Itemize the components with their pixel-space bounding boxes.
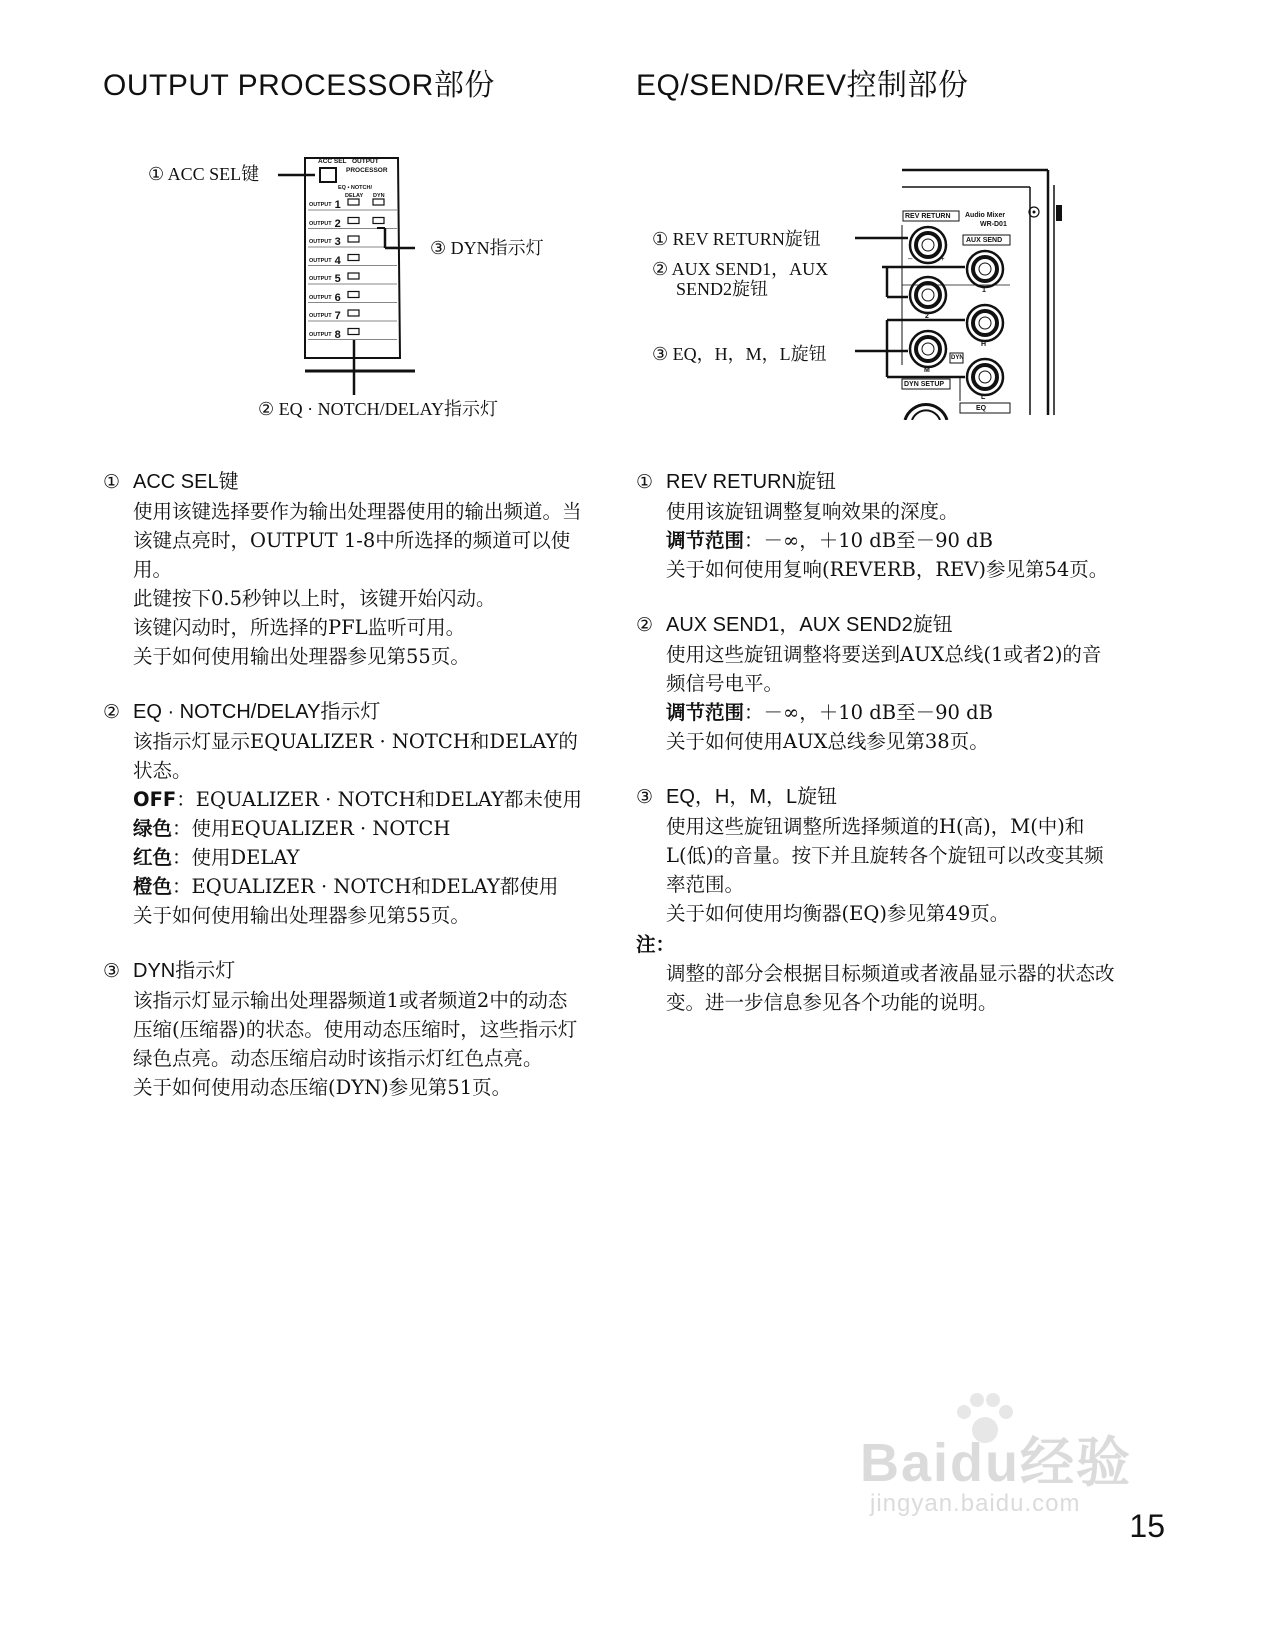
row-number: 3 — [331, 235, 341, 248]
eq-notch-delay-led — [348, 218, 359, 224]
item-line: 关于如何使用均衡器(EQ)参见第49页。 — [666, 902, 1010, 925]
callout-aux-send-2: SEND2旋钮 — [676, 279, 769, 299]
panel-minus-mark: – — [908, 254, 913, 263]
row-prefix: OUTPUT — [309, 294, 332, 301]
panel-model-label: WR-D01 — [980, 221, 1007, 228]
watermark-brand: Baidu经验 — [860, 1433, 1133, 1493]
item-line: 此键按下0.5秒钟以上时，该键开始闪动。 — [133, 587, 496, 610]
eq-h-knob — [967, 305, 1003, 341]
callout-rev-return: ① REV RETURN旋钮 — [652, 229, 821, 249]
panel-output-row-7 — [309, 307, 341, 322]
item-line: 关于如何使用AUX总线参见第38页。 — [666, 730, 989, 753]
left-item-eq-notch-delay — [103, 698, 583, 930]
row-number: 1 — [331, 198, 341, 211]
callout-aux-send: ② AUX SEND1，AUX — [652, 259, 829, 279]
item-number: ③ — [636, 786, 654, 808]
panel-output-row-2 — [309, 215, 341, 230]
state-label: OFF — [133, 788, 177, 811]
row-prefix: OUTPUT — [309, 331, 332, 338]
row-number: 2 — [331, 217, 341, 230]
state-text: ：EQUALIZER · NOTCH和DELAY都未使用 — [176, 788, 583, 811]
panel-knob-1-label: 1 — [982, 287, 986, 294]
item-line: 该指示灯显示EQUALIZER · NOTCH和DELAY的状态。 — [133, 730, 578, 782]
eq-send-rev-panel — [850, 165, 1065, 420]
eq-notch-delay-led — [348, 273, 359, 279]
note-text: 调整的部分会根据目标频道或者液晶显示器的状态改变。进一步信息参见各个功能的说明。 — [666, 962, 1115, 1014]
state-label: 橙色 — [133, 875, 173, 898]
item-line: 关于如何使用输出处理器参见第55页。 — [133, 904, 470, 927]
item-line: 使用该键选择要作为输出处理器使用的输出频道。当该键点亮时，OUTPUT 1-8中所选择的频道可以使用。 — [133, 500, 582, 581]
panel-dyn-setup-label: DYN SETUP — [904, 381, 945, 388]
eq-notch-delay-led — [348, 292, 359, 298]
range-row — [666, 698, 1116, 727]
item-line: 关于如何使用动态压缩(DYN)参见第51页。 — [133, 1076, 512, 1099]
left-item-dyn — [103, 957, 583, 1102]
item-line: 该指示灯显示输出处理器频道1或者频道2中的动态压缩(压缩器)的状态。使用动态压缩时，这些指示灯绿色点亮。动态压缩启动时该指示灯红色点亮。 — [133, 989, 578, 1070]
panel-output-label: OUTPUT — [352, 158, 379, 165]
state-text: ：EQUALIZER · NOTCH和DELAY都使用 — [172, 875, 559, 898]
item-line: 关于如何使用复响(REVERB，REV)参见第54页。 — [666, 558, 1109, 581]
eq-notch-delay-led — [348, 236, 359, 242]
row-prefix: OUTPUT — [309, 201, 332, 208]
item-line: 使用这些旋钮调整所选择频道的H(高)，M(中)和L(低)的音量。按下并且旋转各个旋钮可以改变其频率范围。 — [666, 815, 1104, 896]
panel-output-row-8 — [309, 326, 341, 341]
aux-send-2-knob — [910, 277, 946, 313]
row-number: 5 — [331, 272, 341, 285]
state-row — [133, 872, 583, 901]
row-number: 8 — [331, 328, 341, 341]
panel-output-row-6 — [309, 289, 341, 304]
item-heading: ACC SEL键 — [133, 471, 239, 493]
callout-eq-notch-delay: ② EQ · NOTCH/DELAY指示灯 — [258, 399, 498, 419]
row-number: 6 — [331, 291, 341, 304]
eq-notch-delay-led — [348, 255, 359, 261]
callout-acc-sel: ① ACC SEL键 — [148, 164, 260, 184]
item-number: ① — [636, 471, 654, 493]
baidu-watermark — [860, 1390, 1150, 1520]
panel-acc-sel-label: ACC SEL — [318, 158, 347, 165]
state-text: ：使用DELAY — [172, 846, 300, 869]
left-section-title: OUTPUT PROCESSOR部份 — [103, 69, 495, 102]
item-number: ③ — [103, 960, 121, 982]
item-number: ② — [636, 614, 654, 636]
item-heading: AUX SEND1，AUX SEND2旋钮 — [666, 614, 953, 636]
aux-send-1-knob — [967, 251, 1003, 287]
right-section-title: EQ/SEND/REV控制部份 — [636, 69, 969, 102]
row-prefix: OUTPUT — [309, 275, 332, 282]
item-heading: EQ · NOTCH/DELAY指示灯 — [133, 701, 381, 723]
row-number: 7 — [331, 309, 341, 322]
item-heading: EQ，H，M，L旋钮 — [666, 786, 838, 808]
range-row — [666, 526, 1116, 555]
state-row — [133, 843, 583, 872]
state-label: 红色 — [133, 846, 173, 869]
range-text: ：－∞，＋10 dB至－90 dB — [744, 701, 993, 724]
eq-l-knob — [967, 359, 1003, 395]
right-item-rev-return — [636, 468, 1116, 584]
row-prefix: OUTPUT — [309, 238, 332, 245]
panel-dyn-label: DYN — [373, 193, 385, 199]
item-line: 使用该旋钮调整复响效果的深度。 — [666, 500, 959, 523]
state-row — [133, 785, 583, 814]
panel-knob-2-label: 2 — [925, 313, 929, 320]
state-label: 绿色 — [133, 817, 173, 840]
panel-knob-m-label: M — [924, 367, 930, 374]
panel-knob-l-label: L — [981, 394, 986, 401]
range-text: ：－∞，＋10 dB至－90 dB — [744, 529, 993, 552]
panel-output-row-5 — [309, 270, 341, 285]
callout-dyn: ③ DYN指示灯 — [430, 238, 544, 258]
panel-eq-label: EQ — [976, 405, 987, 412]
item-number: ② — [103, 701, 121, 723]
panel-output-row-4 — [309, 252, 341, 267]
item-number: ① — [103, 471, 121, 493]
panel-dyn-tag: DYN — [951, 355, 964, 361]
panel-output-row-1 — [309, 196, 341, 211]
range-label: 调节范围 — [666, 529, 745, 552]
right-column — [636, 468, 1116, 1017]
row-prefix: OUTPUT — [309, 220, 332, 227]
dyn-led — [373, 218, 384, 224]
item-line: 关于如何使用输出处理器参见第55页。 — [133, 645, 470, 668]
left-column — [103, 468, 583, 1129]
range-label: 调节范围 — [666, 701, 745, 724]
item-line: 使用这些旋钮调整将要送到AUX总线(1或者2)的音频信号电平。 — [666, 643, 1102, 695]
row-number: 4 — [331, 254, 341, 267]
eq-notch-delay-led — [348, 310, 359, 316]
right-item-eq-hml — [636, 783, 1116, 928]
eq-m-knob — [910, 331, 946, 367]
panel-processor-label: PROCESSOR — [346, 167, 388, 174]
panel-brand-label: Audio Mixer — [965, 212, 1006, 219]
item-line: 该键闪动时，所选择的PFL监听可用。 — [133, 616, 466, 639]
note-block — [636, 930, 1116, 1017]
right-item-aux-send — [636, 611, 1116, 756]
panel-eq-notch-label: EQ • NOTCH/ — [338, 185, 373, 191]
panel-aux-send-label: AUX SEND — [966, 237, 1003, 244]
page-number: 15 — [1129, 1508, 1165, 1544]
eq-notch-delay-led — [348, 329, 359, 335]
item-heading: REV RETURN旋钮 — [666, 471, 837, 493]
panel-knob-h-label: H — [981, 341, 987, 348]
panel-delay-label: DELAY — [345, 193, 364, 199]
item-heading: DYN指示灯 — [133, 960, 236, 982]
row-prefix: OUTPUT — [309, 257, 332, 264]
note-label: 注： — [636, 933, 676, 956]
panel-rev-return-label: REV RETURN — [905, 213, 951, 220]
callout-eq-hml: ③ EQ，H，M，L旋钮 — [652, 344, 827, 364]
row-prefix: OUTPUT — [309, 312, 332, 319]
panel-output-row-3 — [309, 233, 341, 248]
state-row — [133, 814, 583, 843]
watermark-url: jingyan.baidu.com — [870, 1490, 1081, 1517]
left-item-acc-sel — [103, 468, 583, 671]
panel-plus-mark: + — [940, 254, 945, 263]
state-text: ：使用EQUALIZER · NOTCH — [172, 817, 451, 840]
